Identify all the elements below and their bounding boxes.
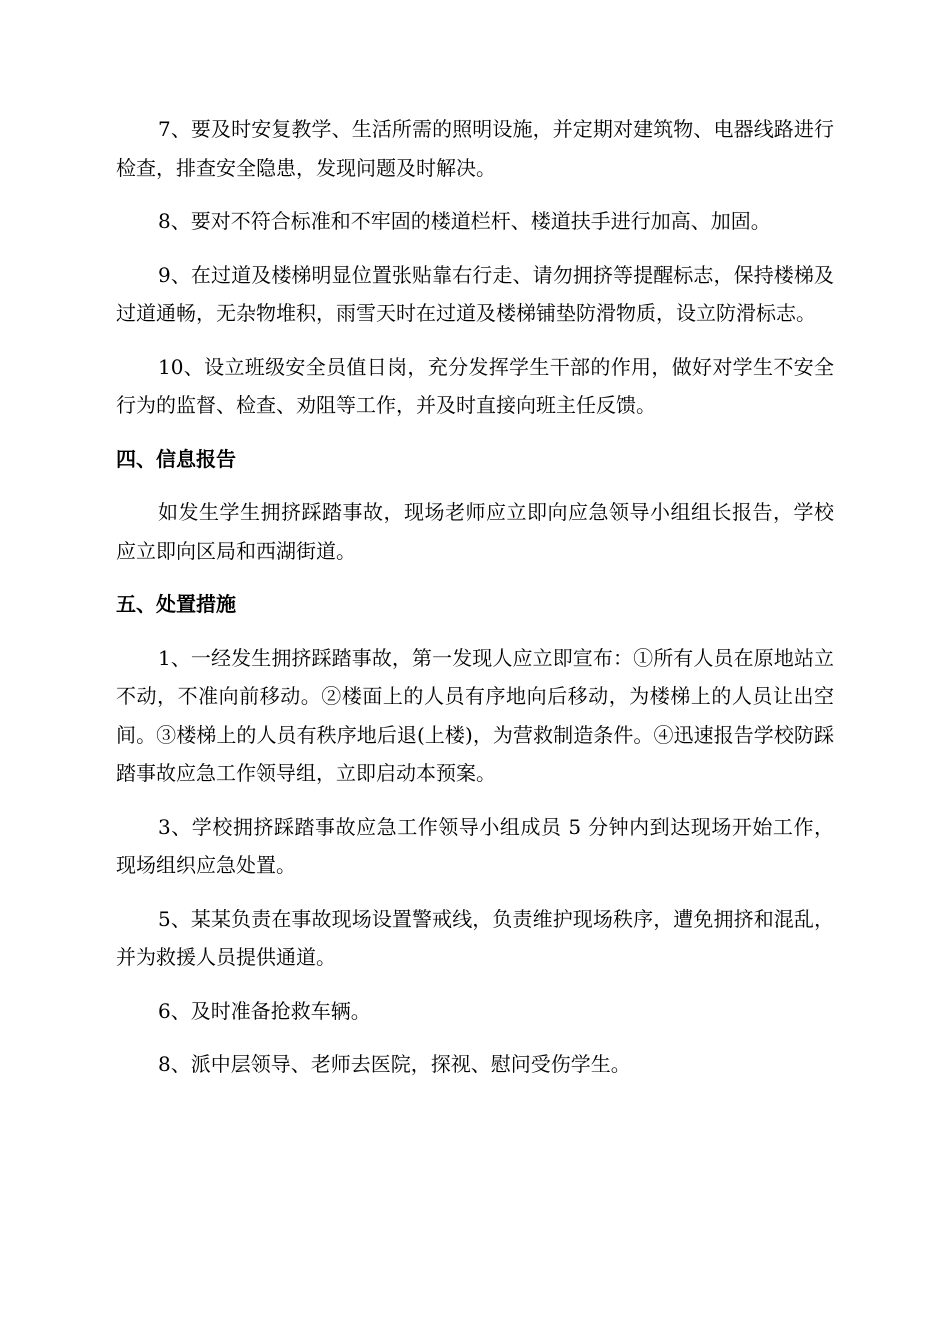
paragraph-info-report: 如发生学生拥挤踩踏事故，现场老师应立即向应急领导小组组长报告，学校应立即向区局和西湖街道。: [116, 500, 834, 563]
paragraph-item-8-railings: 8、要对不符合标准和不牢固的楼道栏杆、楼道扶手进行加高、加固。: [158, 209, 771, 233]
paragraph-measure-1: 1、一经发生拥挤踩踏事故，第一发现人应立即宣布：①所有人员在原地站立不动，不准向前移动。②楼面上的人员有序地向后移动，为楼梯上的人员让出空间。③楼梯上的人员有秩序地后退(上楼)，为营救制造条件。④迅速报告学校防踩踏事故应急工作领导组，立即启动本预案。: [116, 645, 834, 785]
document-page: [116, 110, 834, 1084]
paragraph-item-10-safety-officer: 10、设立班级安全员值日岗，充分发挥学生干部的作用，做好对学生不安全行为的监督、检查、劝阻等工作，并及时直接向班主任反馈。: [116, 354, 834, 417]
section-heading-info-report: 四、信息报告: [116, 446, 236, 471]
paragraph-measure-5: 5、某某负责在事故现场设置警戒线，负责维护现场秩序，遭免拥挤和混乱，并为救援人员提供通道。: [116, 906, 834, 969]
section-heading-measures: 五、处置措施: [116, 592, 236, 616]
paragraph-item-9-signage: 9、在过道及楼梯明显位置张贴靠右行走、请勿拥挤等提醒标志，保持楼梯及过道通畅，无杂物堆积，雨雪天时在过道及楼梯铺垫防滑物质，设立防滑标志。: [116, 262, 834, 325]
paragraph-measure-8: 8、派中层领导、老师去医院，探视、慰问受伤学生。: [158, 1052, 631, 1076]
paragraph-measure-6: 6、及时准备抢救车辆。: [158, 998, 371, 1023]
paragraph-measure-3: 3、学校拥挤踩踏事故应急工作领导小组成员 5 分钟内到达现场开始工作，现场组织应急处置。: [116, 814, 834, 877]
paragraph-item-7-lighting: 7、要及时安复教学、生活所需的照明设施，并定期对建筑物、电器线路进行检查，排查安全隐患，发现问题及时解决。: [116, 117, 834, 180]
